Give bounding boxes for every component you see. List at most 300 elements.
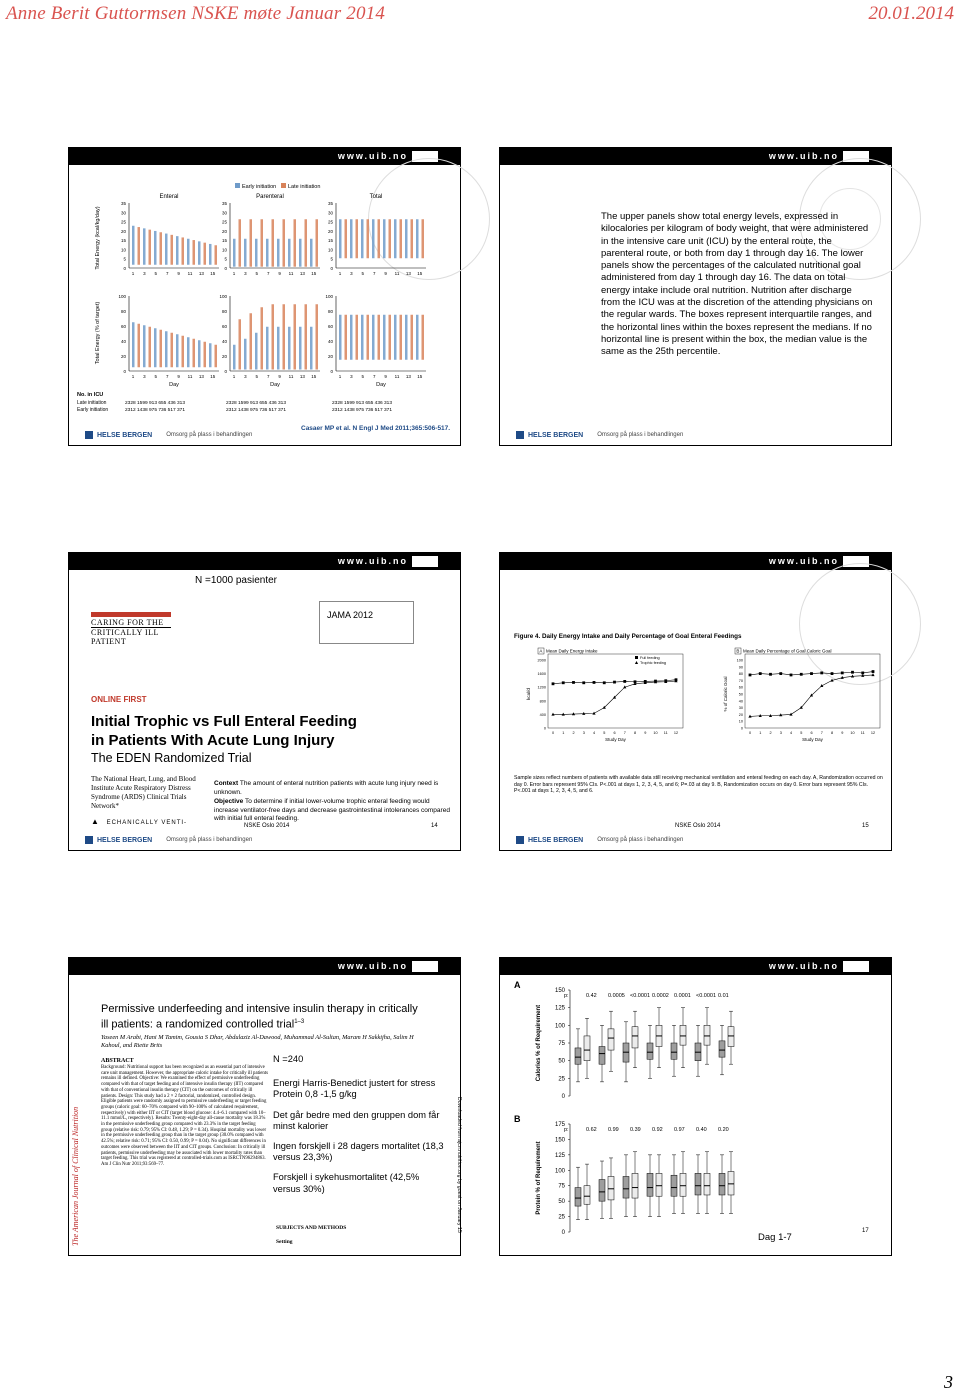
legend-early-label: Early initiation [242, 184, 277, 190]
box [244, 239, 247, 267]
x-tick-label: 7 [372, 374, 376, 379]
box [400, 315, 403, 360]
x-tick-label: 4 [789, 731, 793, 735]
y-tick-label: 75 [558, 1041, 565, 1047]
y-tick-label: 40 [327, 339, 333, 344]
y-tick-label: 60 [327, 324, 333, 329]
column-title: Parenteral [256, 194, 284, 200]
slide-number: 15 [862, 823, 869, 829]
x-tick-label: 15 [210, 374, 216, 379]
plot-frame [745, 654, 880, 728]
box [339, 219, 342, 258]
data-point [551, 713, 554, 716]
box [261, 307, 264, 369]
box [316, 219, 319, 266]
panel-title: Mean Daily Energy Intake [546, 648, 598, 654]
box [405, 219, 408, 258]
box [250, 313, 253, 369]
box [719, 1041, 725, 1057]
box [680, 1173, 686, 1196]
journal-badge: CARING FOR THE CRITICALLY ILL PATIENT [91, 612, 171, 638]
box [695, 1173, 701, 1195]
x-tick-label: 1 [562, 731, 565, 735]
x-tick-label: 5 [154, 271, 158, 276]
y-tick-label: 15 [221, 238, 227, 244]
x-tick-label: 1 [131, 374, 135, 379]
box [182, 237, 185, 264]
data-point [779, 672, 782, 675]
box [198, 340, 201, 367]
x-tick-label: 9 [644, 731, 647, 735]
box [339, 315, 342, 360]
box [171, 235, 174, 265]
box [394, 315, 397, 360]
x-tick-label: 7 [165, 271, 169, 276]
x-axis-label: Day [169, 382, 179, 388]
x-tick-label: 5 [255, 271, 259, 276]
x-axis-label: Study Day [605, 737, 626, 742]
box [283, 219, 286, 266]
x-tick-label: 11 [187, 374, 193, 379]
box [149, 230, 152, 265]
box [215, 345, 218, 368]
slide-5 [68, 957, 461, 1256]
slide-footer-logo: HELSE BERGEN Omsorg på plass i behandlingen [516, 834, 683, 846]
x-tick-label: 15 [417, 271, 423, 276]
box [277, 239, 280, 267]
y-axis-label: Protein % of Requirement [536, 1141, 542, 1215]
y-tick-label: 20 [327, 354, 333, 359]
x-tick-label: 11 [187, 271, 193, 276]
y-tick-label: 5 [123, 256, 126, 262]
p-value-label: 0.42 [586, 993, 597, 999]
box [411, 315, 414, 360]
y-tick-label: 20 [221, 354, 227, 359]
x-tick-label: 8 [633, 731, 637, 735]
box [632, 1173, 638, 1198]
box [416, 219, 419, 258]
box [176, 334, 179, 367]
x-tick-label: 0 [748, 731, 752, 735]
x-tick-label: 11 [394, 271, 400, 276]
helse-bergen-logo-icon [85, 431, 93, 439]
box [599, 1047, 605, 1065]
y-tick-label: 150 [554, 988, 565, 994]
box [575, 1188, 581, 1207]
box [383, 315, 386, 360]
box [138, 227, 141, 265]
box [193, 339, 196, 368]
box [294, 304, 297, 369]
y-tick-label: 90 [738, 665, 743, 670]
box [209, 343, 212, 367]
box [149, 327, 152, 368]
slide-url: www.uib.no [768, 556, 839, 566]
helse-bergen-logo-icon [85, 836, 93, 844]
y-tick-label: 800 [539, 699, 546, 704]
x-tick-label: 15 [417, 374, 423, 379]
box [719, 1173, 725, 1195]
box [361, 315, 364, 360]
slide-url: www.uib.no [768, 961, 839, 971]
y-tick-label: 10 [738, 719, 743, 724]
x-tick-label: 15 [311, 374, 317, 379]
slide-1 [68, 147, 461, 446]
p-value-label: 0.40 [696, 1127, 707, 1133]
box [182, 336, 185, 368]
box [350, 219, 353, 258]
page-header-left: Anne Berit Guttormsen NSKE møte Januar 2014 [6, 3, 386, 24]
y-tick-label: 10 [120, 247, 126, 253]
box [422, 219, 425, 258]
x-tick-label: 15 [210, 271, 216, 276]
box [632, 1027, 638, 1048]
slide-6 [499, 957, 892, 1256]
x-tick-label: 11 [663, 731, 668, 735]
box [160, 232, 163, 265]
x-tick-label: 15 [311, 271, 317, 276]
legend-early-swatch [235, 183, 240, 188]
box [288, 327, 291, 370]
x-tick-label: 2 [572, 731, 575, 735]
y-tick-label: 10 [221, 247, 227, 253]
y-tick-label: 20 [120, 228, 126, 234]
figure-title: Figure 4. Daily Energy Intake and Daily Percentage of Goal Enteral Feedings [514, 633, 742, 640]
early-counts: 2312 1438 975 736 517 371 [332, 408, 393, 413]
x-tick-label: 5 [603, 731, 606, 735]
x-tick-label: 6 [613, 731, 616, 735]
box [623, 1176, 629, 1198]
box [356, 219, 359, 258]
x-tick-label: 1 [232, 271, 236, 276]
y-tick-label: 100 [736, 658, 743, 663]
late-counts: 2328 1599 913 655 436 313 [226, 401, 287, 406]
y-tick-label: 20 [120, 354, 126, 359]
box [411, 219, 414, 258]
figure-caption: Sample sizes reflect numbers of patients with available data still receiving mechanical ventilation and enteral feeding on each day. A, Randomization occurred on day 0. Error bars represent 95% CIs. P<.001 at days 1, 2, 3, 4, 5, and 6; P=.03 at day 9. B, Randomization occurs on day 0. Error bars represent 95% CIs. P<.001 at days 1, 2, 3, 4, 5, and 6. [514, 775, 883, 795]
page-header-date: 20.01.2014 [868, 3, 954, 24]
y-tick-label: 0 [330, 266, 333, 271]
legend-late-label: Late initiation [288, 184, 321, 190]
panel-title: Mean Daily Percentage of Goal Caloric Goal [743, 648, 832, 654]
box [187, 239, 190, 265]
box [154, 328, 157, 367]
box [239, 219, 242, 266]
box [671, 1175, 677, 1196]
day-range-label: Dag 1-7 [758, 1232, 792, 1243]
y-tick-label: 40 [738, 699, 743, 704]
early-counts: 2312 1438 975 736 517 371 [226, 408, 287, 413]
box [416, 315, 419, 360]
journal-side-label: The American Journal of Clinical Nutrition [71, 1106, 80, 1246]
box [204, 342, 207, 368]
y-tick-label: 30 [120, 210, 126, 216]
box [584, 1036, 590, 1061]
y-tick-label: 60 [738, 685, 743, 690]
p-value-label: 0.0002 [652, 993, 669, 999]
box [350, 315, 353, 360]
article-title: Permissive underfeeding and intensive insulin therapy in critically ill patients: a randomized controlled trial$^{1-3}$ [101, 1003, 418, 1031]
p-value-label: 0.01 [718, 993, 729, 999]
data-point [820, 672, 823, 675]
data-point [800, 673, 803, 676]
data-point [562, 681, 565, 684]
y-tick-label: 25 [558, 1076, 565, 1083]
y-tick-label: 70 [738, 678, 743, 683]
x-tick-label: 7 [820, 731, 823, 735]
box [266, 239, 269, 267]
slide-footer-logo: HELSE BERGEN Omsorg på plass i behandlingen [516, 429, 683, 441]
slide-number: 17 [862, 1228, 869, 1234]
box [165, 234, 168, 265]
subjects-heading: SUBJECTS AND METHODS [276, 1225, 347, 1231]
data-point [790, 674, 793, 677]
box [361, 219, 364, 258]
objective-block: Objective To determine if initial lower-volume trophic enteral feeding would increase ventilator-free days and decrease gastrointestinal intolerances compared with initial full enteral feeding. [214, 798, 450, 823]
p-value-label: 0.92 [652, 1127, 663, 1133]
box [680, 1025, 686, 1045]
y-tick-label: 100 [554, 1023, 565, 1030]
legend-trophic-marker [635, 661, 638, 664]
x-tick-label: 3 [244, 271, 247, 276]
y-tick-label: 50 [558, 1199, 565, 1206]
box [250, 219, 253, 266]
box [154, 231, 157, 265]
x-tick-label: 5 [255, 374, 259, 379]
panel-letter: A [539, 648, 543, 654]
x-tick-label: 13 [198, 374, 204, 379]
y-tick-label: 25 [120, 219, 126, 225]
box [305, 304, 308, 369]
y-tick-label: 30 [221, 210, 227, 216]
data-point [810, 672, 813, 675]
y-tick-label: 10 [327, 247, 333, 253]
y-tick-label: 35 [221, 201, 227, 206]
x-tick-label: 8 [830, 731, 834, 735]
column-title: Enteral [159, 194, 179, 200]
legend-full-label: Full feeding [640, 656, 660, 660]
y-tick-label: 35 [327, 201, 333, 206]
legend-late-swatch [281, 183, 286, 188]
x-tick-label: 10 [653, 731, 658, 735]
p-value-label: p: [564, 993, 569, 999]
box [394, 219, 397, 258]
early-counts: 2312 1438 975 736 517 371 [125, 408, 186, 413]
y-tick-label: 2000 [537, 658, 546, 663]
late-counts: 2328 1599 913 655 436 313 [332, 401, 393, 406]
y-tick-label: 125 [554, 1005, 565, 1012]
x-tick-label: 3 [143, 271, 146, 276]
slide-3 [68, 552, 461, 851]
y-tick-label: 0 [543, 726, 546, 731]
box [310, 239, 313, 267]
x-tick-label: 13 [299, 271, 305, 276]
box [305, 219, 308, 266]
x-tick-label: 7 [266, 271, 270, 276]
y-tick-label: 20 [738, 712, 743, 717]
x-tick-label: 9 [841, 731, 844, 735]
box [244, 339, 247, 370]
x-tick-label: 9 [278, 271, 281, 276]
y-tick-label: 50 [558, 1058, 565, 1065]
x-tick-label: 0 [551, 731, 555, 735]
authors: Yaseen M Arabi, Hani M Tamim, Gousia S Dhar, Abdulaziz Al-Dawood, Muhammad Al-Sultan, Maram H Sakkijha, Salim H Kahoul, and Riette Brits [101, 1034, 414, 1049]
box [378, 219, 381, 258]
data-point [851, 671, 854, 674]
echo-text: ▲ ECHANICALLY VENTI- [91, 817, 188, 826]
slide-footer-logo: HELSE BERGEN Omsorg på plass i behandlingen [85, 429, 252, 441]
data-point [769, 673, 772, 676]
y-tick-label: 20 [221, 228, 227, 234]
y-tick-label: 40 [221, 339, 227, 344]
y-tick-label: 25 [558, 1214, 565, 1221]
y-tick-label: 35 [120, 201, 126, 206]
summary-box: N =240 Energi Harris-Benedict justert for stress Protein 0,8 -1,5 g/kg Det går bedre med den gruppen dom får minst kalorier Ingen forskjell i 28 dagers mortalitet (18,3 versus 23,3%) Forskjell i sykehusmortalitet (42,5% versus 30%) [273, 1054, 449, 1216]
box [367, 219, 370, 258]
y-tick-label: 50 [738, 692, 743, 697]
p-value-label: 0.20 [718, 1127, 729, 1133]
y-axis-label-top: Total Energy (kcal/kg/day) [95, 206, 101, 270]
x-axis-label: Day [270, 382, 280, 388]
box [198, 241, 201, 264]
page-number: 3 [944, 1372, 953, 1392]
box [239, 319, 242, 369]
y-tick-label: 80 [120, 309, 126, 314]
y-tick-label: 5 [224, 256, 227, 262]
y-tick-label: 60 [120, 324, 126, 329]
y-tick-label: 5 [330, 256, 333, 262]
x-tick-label: 11 [860, 731, 865, 735]
y-tick-label: 100 [554, 1168, 565, 1175]
y-axis-label: % of Caloric Goal [723, 676, 728, 712]
box [143, 325, 146, 367]
p-value-label: 0.0005 [608, 993, 625, 999]
p-value-label: 0.97 [674, 1127, 685, 1133]
box [272, 304, 275, 369]
x-tick-label: 5 [361, 374, 365, 379]
data-point [603, 681, 606, 684]
y-tick-label: 400 [539, 712, 546, 717]
box [138, 324, 141, 368]
y-tick-label: 0 [561, 1230, 565, 1236]
x-tick-label: 11 [394, 374, 400, 379]
y-tick-label: 75 [558, 1183, 565, 1190]
x-tick-label: 13 [405, 374, 411, 379]
y-tick-label: 0 [224, 369, 227, 374]
box [584, 1186, 590, 1205]
box [310, 327, 313, 370]
x-tick-label: 1 [759, 731, 762, 735]
x-tick-label: 3 [779, 731, 782, 735]
data-point [749, 674, 752, 677]
data-point [871, 673, 874, 676]
box [608, 1029, 614, 1050]
box [608, 1176, 614, 1199]
x-tick-label: 9 [384, 271, 387, 276]
x-tick-label: 3 [244, 374, 247, 379]
box [283, 304, 286, 369]
data-point [593, 681, 596, 684]
x-tick-label: 11 [288, 374, 294, 379]
box [299, 239, 302, 267]
box [367, 315, 370, 360]
slide-4 [499, 552, 892, 851]
y-tick-label: 125 [554, 1152, 565, 1159]
box [389, 219, 392, 258]
p-value-label: 0.99 [608, 1127, 619, 1133]
slide-url: www.uib.no [337, 961, 408, 971]
slide-footer-logo: HELSE BERGEN Omsorg på plass i behandlingen [85, 834, 252, 846]
data-point [623, 680, 626, 683]
box [277, 327, 280, 370]
data-point [613, 681, 616, 684]
y-tick-label: 25 [327, 219, 333, 225]
y-tick-label: 20 [327, 228, 333, 234]
box [728, 1172, 734, 1195]
legend-trophic-label: Trophic feeding [640, 661, 667, 665]
x-tick-label: 12 [673, 731, 679, 735]
x-tick-label: 3 [582, 731, 585, 735]
box [215, 245, 218, 265]
y-tick-label: 60 [221, 324, 227, 329]
x-tick-label: 5 [154, 374, 158, 379]
box [671, 1043, 677, 1059]
box [132, 322, 135, 367]
y-tick-label: 25 [221, 219, 227, 225]
box [316, 304, 319, 369]
y-tick-label: 0 [123, 369, 126, 374]
energy-boxplot-figure [69, 148, 460, 445]
box [704, 1025, 710, 1045]
y-tick-label: 0 [330, 369, 333, 374]
p-value-label: p: [564, 1127, 569, 1133]
x-tick-label: 11 [288, 271, 294, 276]
figure-caption-text: The upper panels show total energy levels, expressed in kilocalories per kilogram of body weight, that were administered in the intensive care unit (ICU) by the enteral route, the parenteral route, or both from day 1 through day 16. The lower panels show the percentages of the calculated nutritional goal administered from day 1 through day 16. The data on total energy intake include oral nutrition. Nutrition after discharge from the ICU was at the discretion of the attending physicians on the regular wards. The boxes represent interquartile ranges, and the horizontal lines within the boxes represent the medians. If no horizontal line is present within the box, the median value is the same as the 25th percentile. [601, 211, 873, 358]
p-value-label: <0.0001 [696, 993, 717, 999]
legend-full-marker [635, 656, 638, 659]
x-axis-label: Study Day [802, 737, 823, 742]
box [209, 244, 212, 265]
box [255, 333, 258, 370]
helse-bergen-logo-icon [516, 836, 524, 844]
slide-number: 14 [431, 823, 438, 829]
y-tick-label: 30 [327, 210, 333, 216]
x-tick-label: 13 [198, 271, 204, 276]
y-tick-label: 100 [118, 294, 126, 299]
slide-url: www.uib.no [337, 151, 408, 161]
requirement-boxplot-chart [500, 958, 891, 1255]
box [299, 327, 302, 370]
plot-frame [548, 654, 683, 728]
box [288, 239, 291, 267]
x-tick-label: 10 [850, 731, 855, 735]
x-tick-label: 1 [338, 374, 342, 379]
data-point [552, 682, 555, 685]
data-point [872, 670, 875, 673]
citation: Casaer MP et al. N Engl J Med 2011;365:506-517. [301, 425, 451, 432]
y-tick-label: 15 [327, 238, 333, 244]
abstract-text: Background: Nutritional support has been recognized as an essential part of intensive care unit management. However, the appropriate caloric intake for critically ill patients remains ill defined. Objective: We examined the effect of permissive underfeeding compared with that of target feeding and of intensive insulin therapy (IIT) compared with that of conventional insulin therapy (CIT) on the outcomes of critically ill patients. Design: This study had a 2 × 2 factorial, randomized, controlled design. Eligible patients were randomly assigned to permissive underfeeding or target feeding groups (caloric goal: 60–70% compared with 90–100% of calculated requirement, respectively) with either IIT or CIT (target blood glucose: 4.4–6.1 compared with 10–11.1 mmol/L, respectively). Results: Twenty-eight-day all-cause mortality was 18.3% in the permissive underfeeding group compared with 23.3% in the target feeding group (relative risk: 0.79; 95% CI: 0.48, 1.29; P = 0.34). Hospital mortality was lower in the permissive underfeeding group than in the target group (30.0% compared with 42.5%; relative risk: 0.71; 95% CI: 0.50, 0.99; P = 0.04). No significant differences in outcomes were observed between the IIT and CIT groups. Conclusion: In critically ill patients, permissive underfeeding may be associated with lower mortality rates than target feeding. This trial was registered at controlled-trials.com as ISRCTN96294863. Am J Clin Nutr 2011;93:569–77. [101, 1065, 268, 1167]
panel-letter: B [736, 648, 740, 654]
triangle-icon: ▲ [91, 817, 99, 826]
box [383, 219, 386, 258]
box [261, 219, 264, 266]
x-tick-label: 9 [384, 374, 387, 379]
late-initiation-label: Late initiation [77, 400, 107, 406]
x-tick-label: 9 [278, 374, 281, 379]
box [372, 219, 375, 258]
x-axis-label: Day [376, 382, 386, 388]
